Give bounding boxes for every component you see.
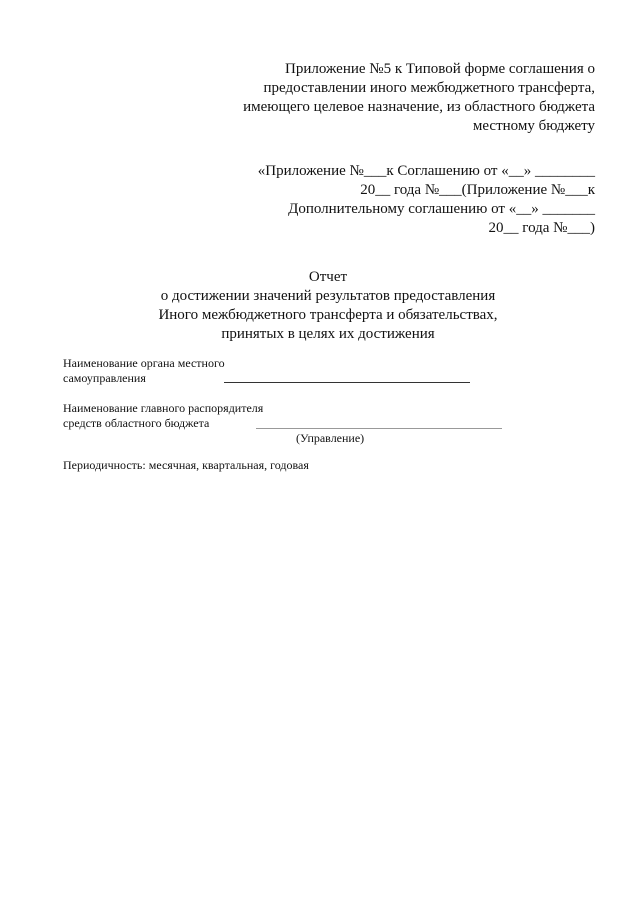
appendix-header-line: местному бюджету xyxy=(472,118,595,134)
local-authority-label-line2: самоуправления xyxy=(63,371,146,385)
chief-administrator-label-line1: Наименование главного распорядителя xyxy=(63,401,264,415)
appendix-header xyxy=(243,60,595,136)
chief-administrator-label-line2: средств областного бюджета xyxy=(63,416,210,430)
appendix-header-line: предоставлении иного межбюджетного трансферта, xyxy=(263,80,595,96)
report-title-line: Отчет xyxy=(308,269,348,285)
agreement-reference-line: «Приложение №___к Соглашению от «__» ________ xyxy=(257,163,595,179)
local-authority-fill-line[interactable] xyxy=(224,382,470,383)
appendix-header-line: имеющего целевое назначение, из областного бюджета xyxy=(243,99,595,115)
agreement-reference-line: 20__ года №___) xyxy=(488,220,595,236)
report-title-line: принятых в целях их достижения xyxy=(221,326,435,342)
chief-administrator-caption: (Управление) xyxy=(296,431,365,445)
chief-administrator-fill-line[interactable] xyxy=(256,428,502,429)
agreement-reference-line: 20__ года №___(Приложение №___к xyxy=(360,182,595,198)
agreement-reference-line: Дополнительному соглашению от «__» _______ xyxy=(288,201,595,217)
report-title-line: Иного межбюджетного трансферта и обязательствах, xyxy=(158,307,498,323)
periodicity-text: Периодичность: месячная, квартальная, годовая xyxy=(63,458,309,472)
local-authority-label-line1: Наименование органа местного xyxy=(63,356,225,370)
agreement-reference xyxy=(258,162,595,238)
report-title-line: о достижении значений результатов предоставления xyxy=(160,288,496,304)
appendix-header-line: Приложение №5 к Типовой форме соглашения о xyxy=(285,61,595,77)
report-title xyxy=(0,268,640,344)
